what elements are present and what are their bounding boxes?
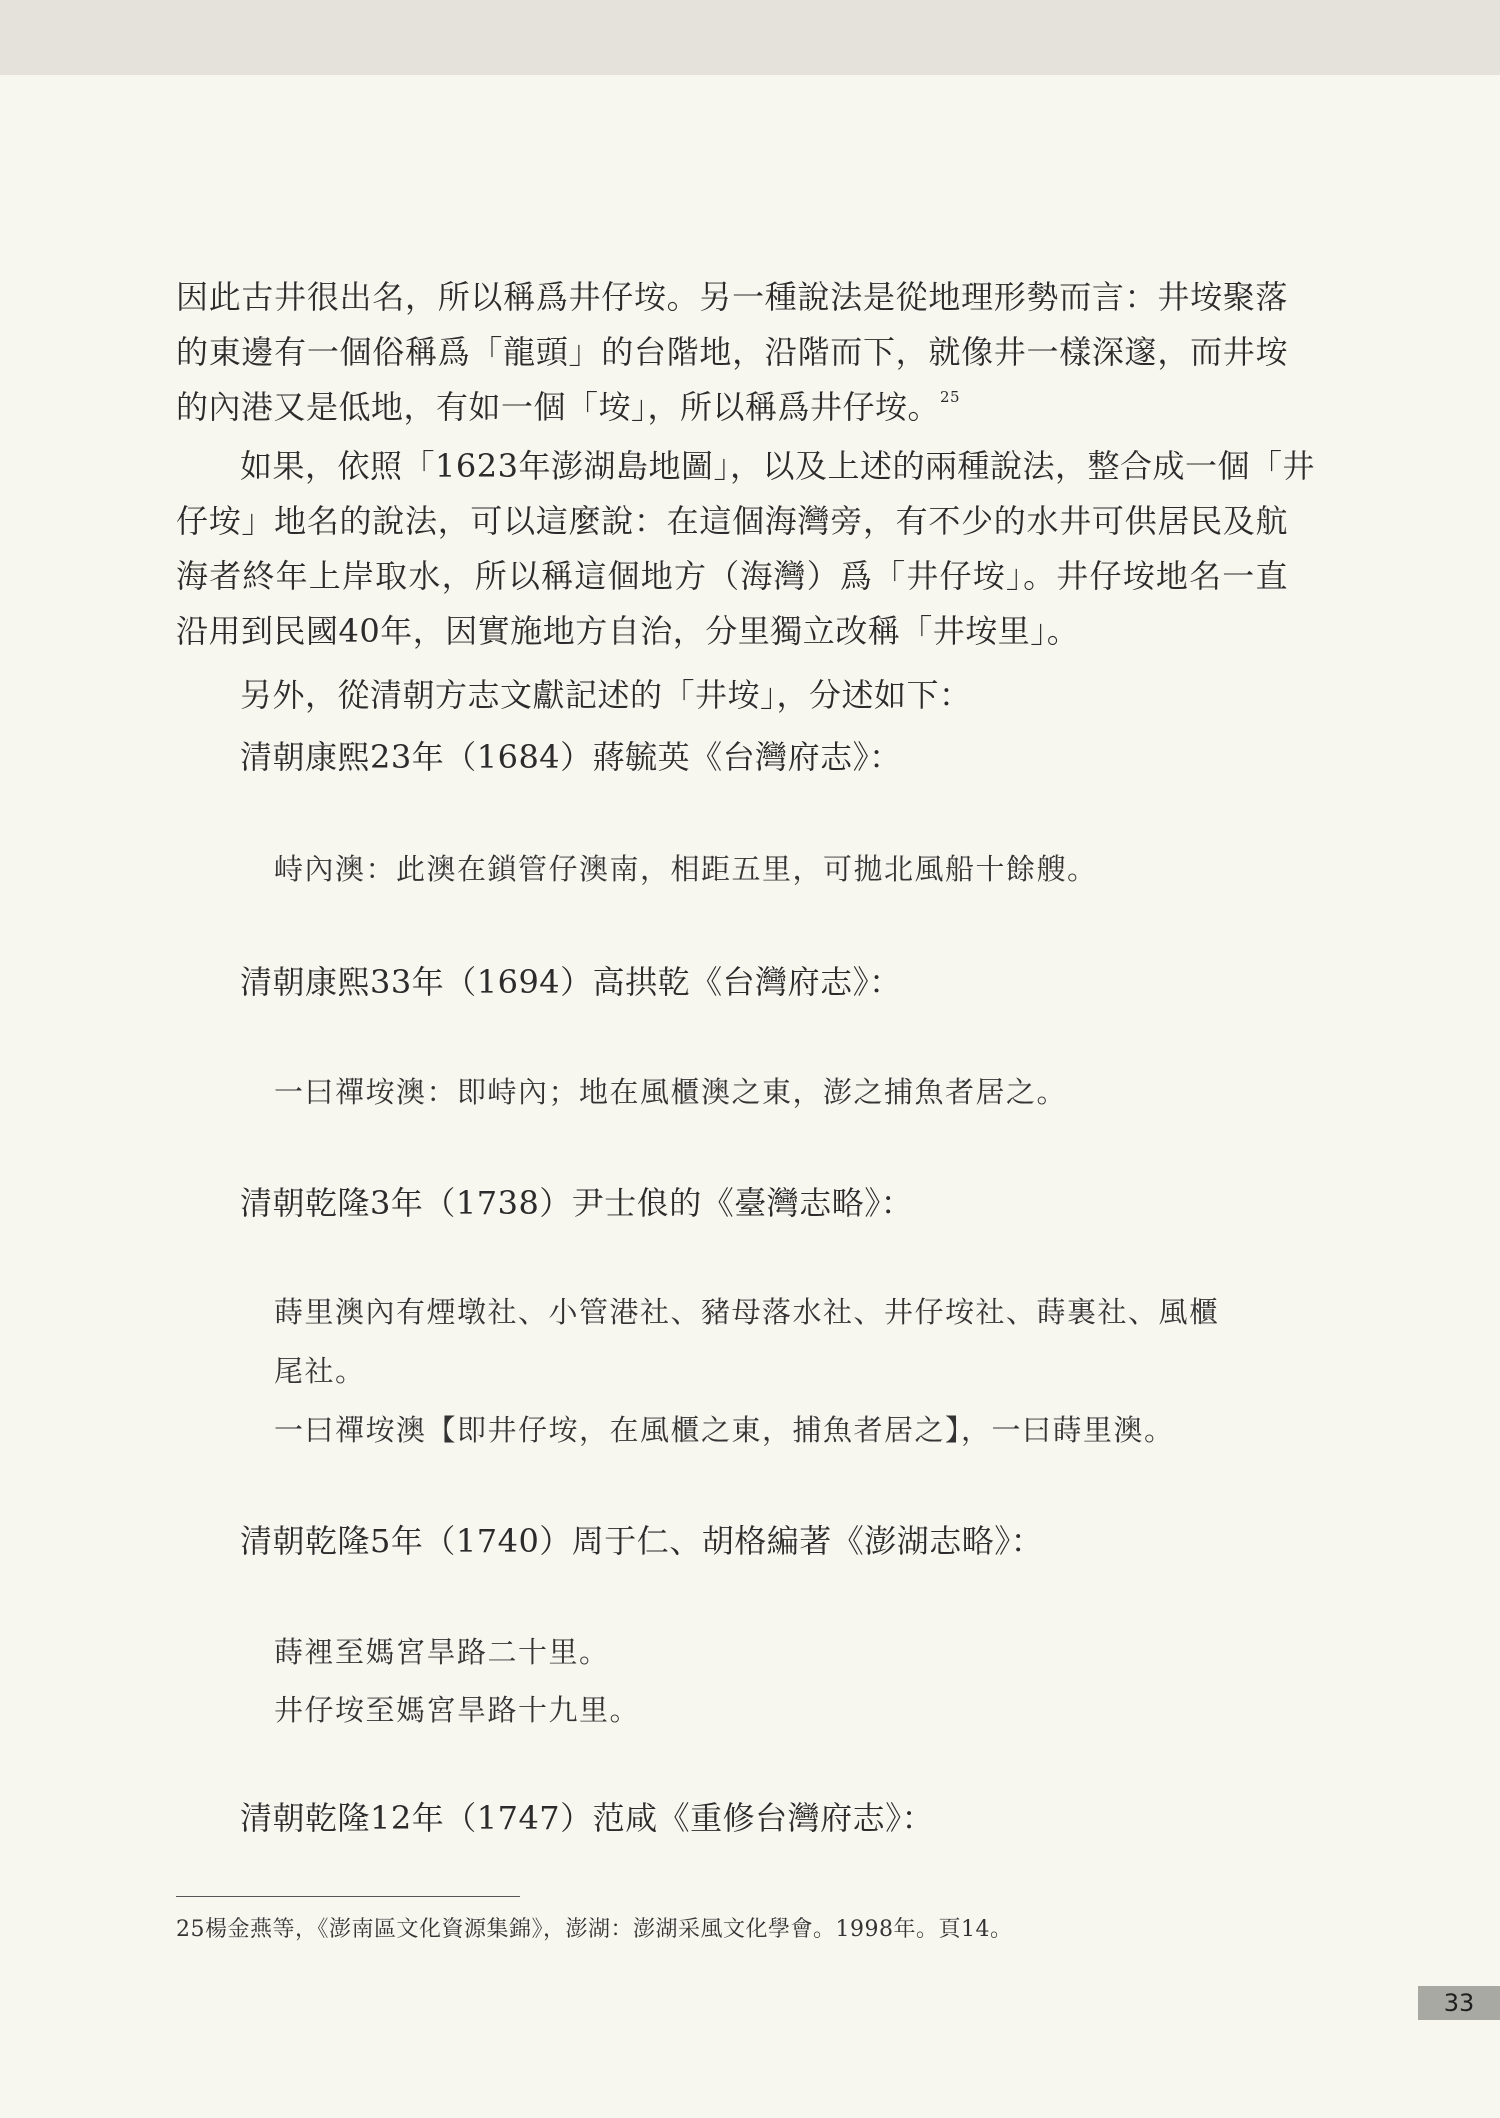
paragraph-3 [176,668,1288,723]
footnote-25: 25楊金燕等，《澎南區文化資源集錦》，澎湖：澎湖采風文化學會。1998年。頁14。 [176,1917,1013,1942]
paragraph-1 [176,270,1288,435]
quote-line: 蒔里澳內有煙墩社、小管港社、豬母落水社、井仔垵社、蒔裏社、風櫃 [274,1295,1220,1329]
section-heading-1684: 清朝康熙23年（1684）蔣毓英《台灣府志》： [240,738,902,776]
quote-line: 井仔垵至媽宮旱路十九里。 [274,1693,641,1727]
quote-line: 一曰禪垵澳：即峙內；地在風櫃澳之東，澎之捕魚者居之。 [274,1075,1068,1109]
section-heading-1694: 清朝康熙33年（1694）高拱乾《台灣府志》： [240,963,902,1001]
quote-line: 蒔裡至媽宮旱路二十里。 [274,1635,610,1669]
quote-line: 一曰禪垵澳【即井仔垵，在風櫃之東，捕魚者居之】，一曰蒔里澳。 [274,1413,1175,1447]
section-heading-1747: 清朝乾隆12年（1747）范咸《重修台灣府志》： [240,1799,935,1837]
footnote-reference: 25 [940,388,961,406]
paragraph-line: 的東邊有一個俗稱爲「龍頭」的台階地，沿階而下，就像井一樣深邃，而井垵 [176,333,1288,371]
paragraph-line: 沿用到民國40年，因實施地方自治，分里獨立改稱「井垵里」。 [176,612,1080,650]
section-heading-1740: 清朝乾隆5年（1740）周于仁、胡格編著《澎湖志略》： [240,1522,1044,1560]
paragraph-line: 如果，依照「1623年澎湖島地圖」，以及上述的兩種說法，整合成一個「井 [240,447,1315,485]
scan-top-band [0,0,1500,75]
paragraph-line: 海者終年上岸取水，所以稱這個地方（海灣）爲「井仔垵」。井仔垵地名一直 [176,557,1288,595]
page-number: 33 [1418,1986,1500,2020]
quote-line: 峙內澳：此澳在鎖管仔澳南，相距五里，可拋北風船十餘艘。 [274,852,1098,886]
paragraph-text: 的內港又是低地，有如一個「垵」，所以稱爲井仔垵。 [176,388,941,426]
paragraph-line: 另外，從清朝方志文獻記述的「井垵」，分述如下： [240,676,972,714]
paragraph-line: 仔垵」地名的說法，可以這麼說：在這個海灣旁，有不少的水井可供居民及航 [176,502,1288,540]
paragraph-2 [176,439,1315,659]
footnote-divider [176,1896,520,1897]
section-heading-1738: 清朝乾隆3年（1738）尹士俍的《臺灣志略》： [240,1184,914,1222]
quote-line: 尾社。 [274,1354,366,1388]
paragraph-line: 因此古井很出名，所以稱爲井仔垵。另一種說法是從地理形勢而言：井垵聚落 [176,278,1288,316]
paragraph-line [176,380,1288,435]
